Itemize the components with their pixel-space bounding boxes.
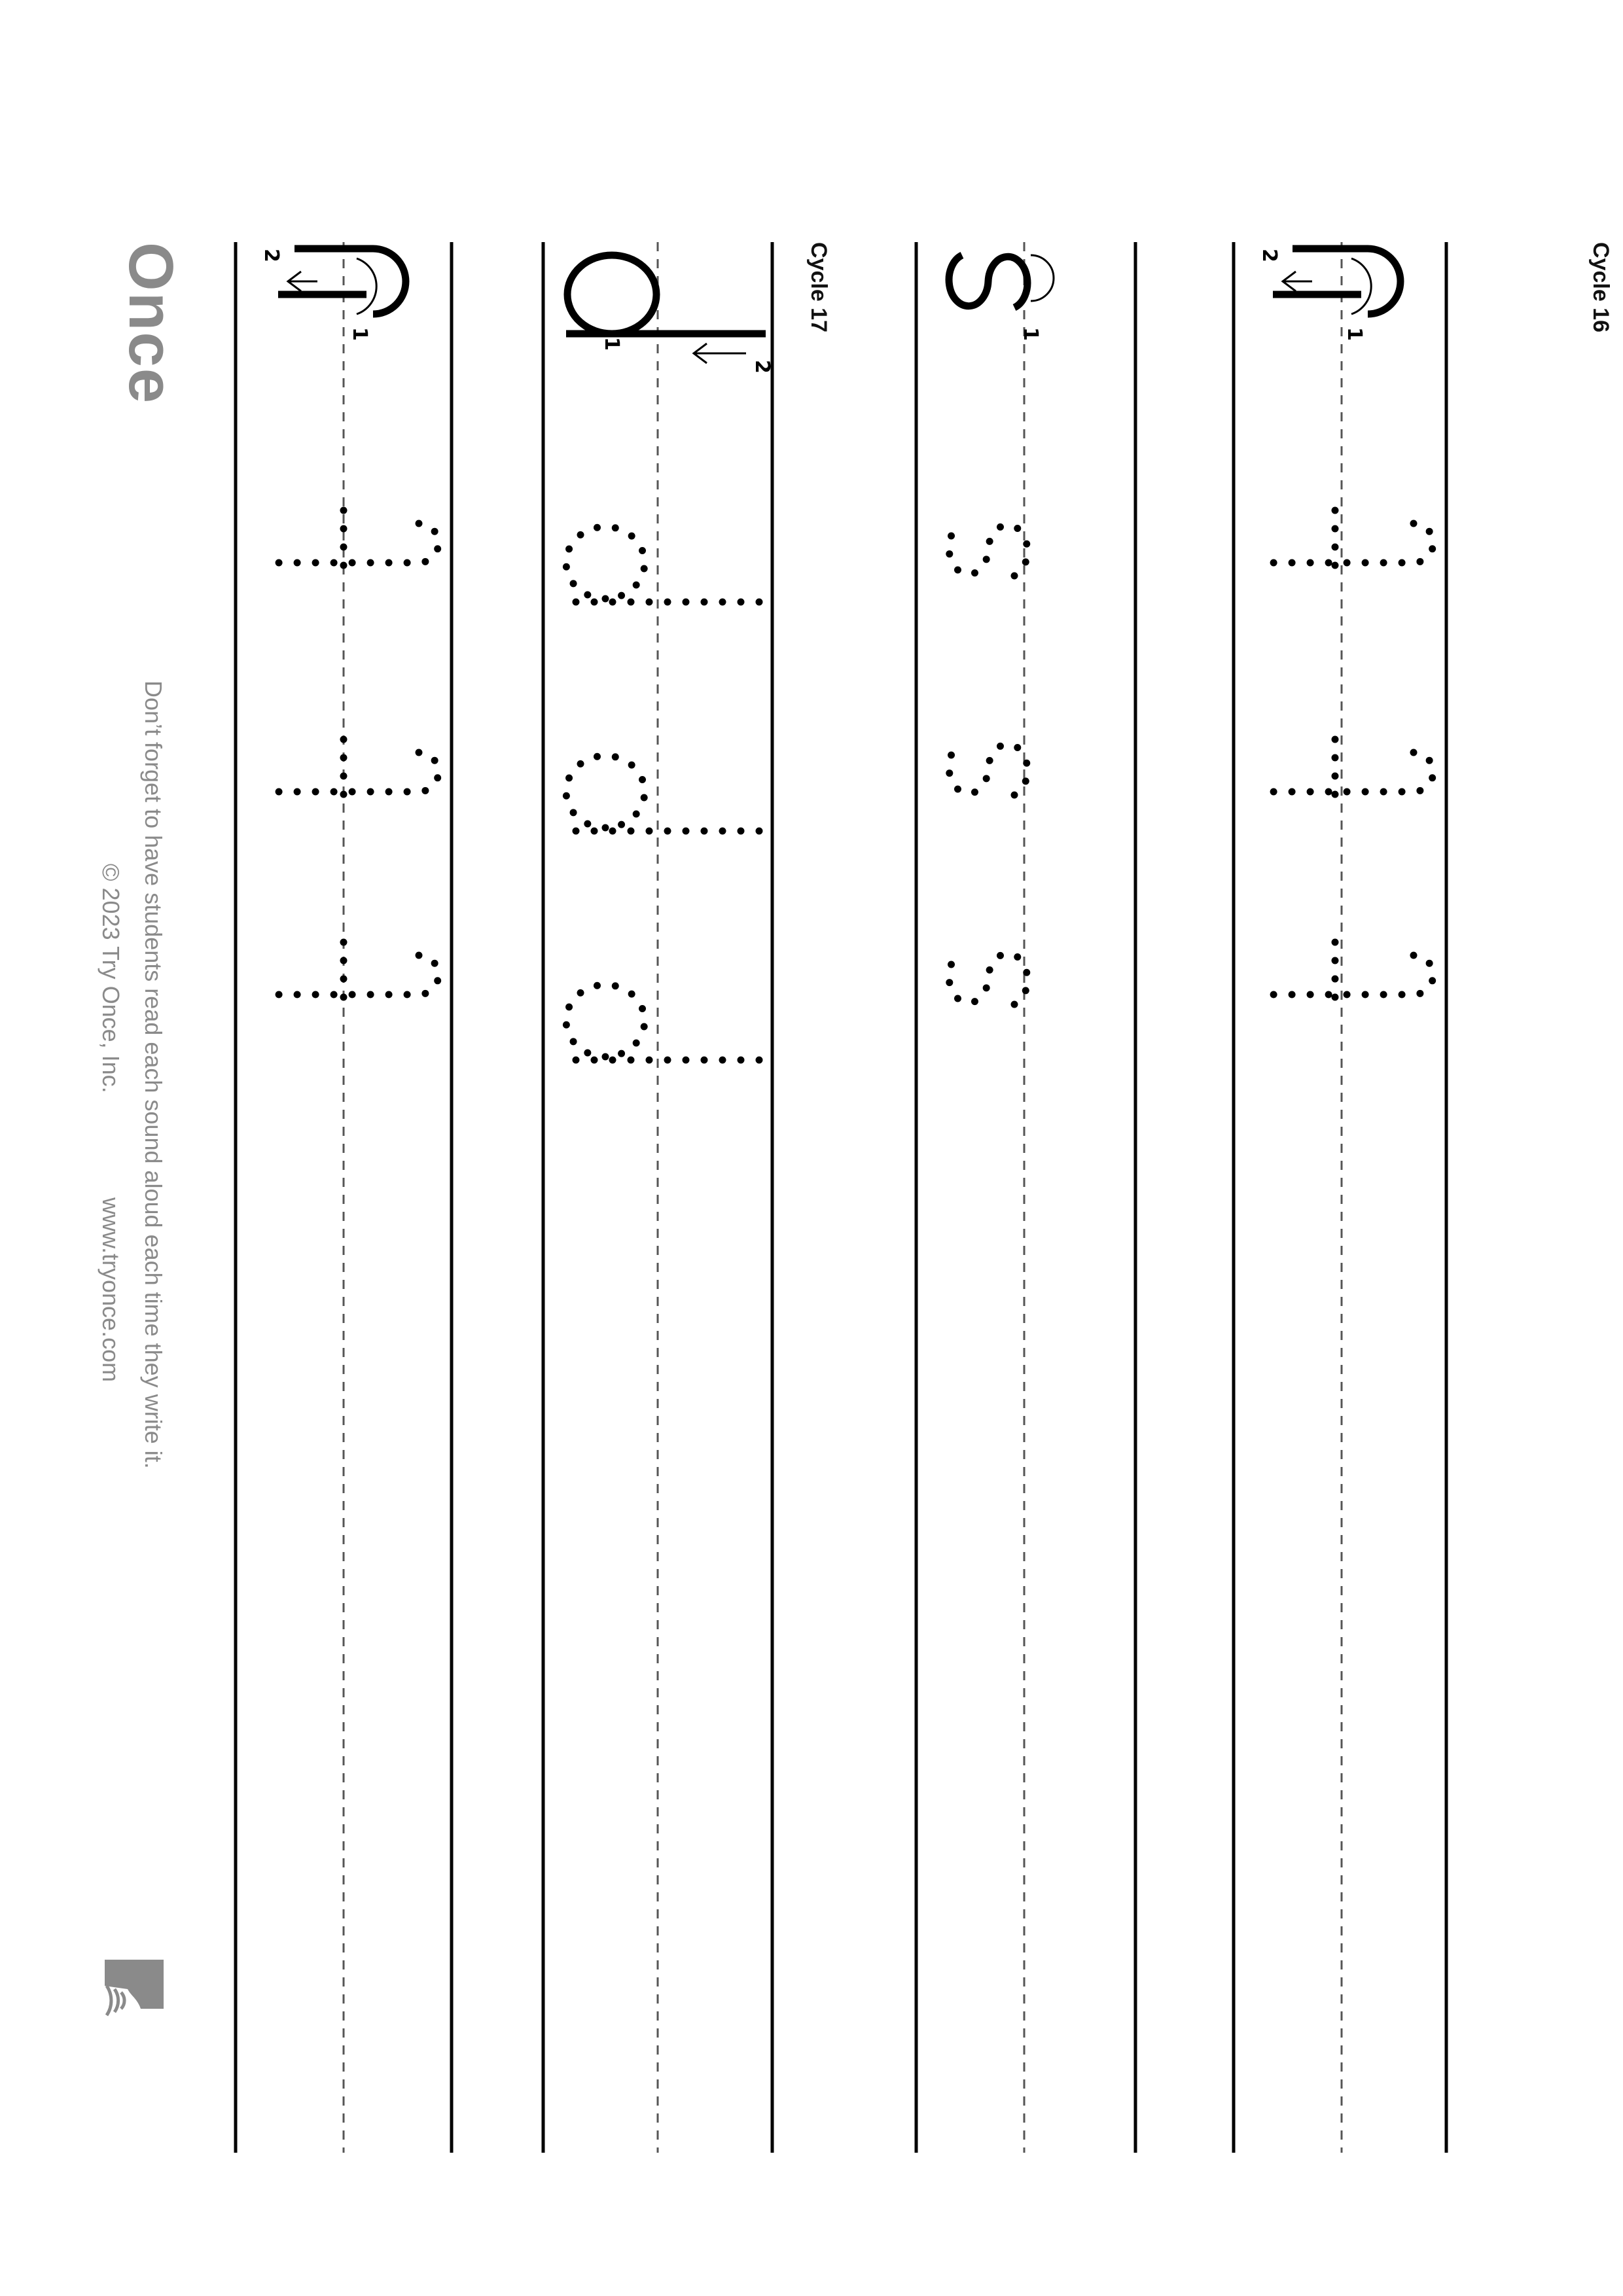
trace-letter-d-2 bbox=[563, 756, 759, 831]
trace-letter-f-3 bbox=[1270, 942, 1433, 1008]
trace-letter-s-3 bbox=[949, 952, 1027, 1004]
cycle-17-label: Cycle 17 bbox=[806, 242, 831, 332]
trace-letter-f-6 bbox=[275, 942, 438, 1008]
practice-row-d-cycle17 bbox=[543, 242, 774, 2153]
svg-text:1: 1 bbox=[1343, 327, 1366, 341]
guide-letter-d bbox=[566, 255, 774, 374]
trace-letter-s-1 bbox=[949, 523, 1027, 576]
trace-letter-f-2 bbox=[1270, 739, 1433, 805]
cycle-16-label: Cycle 16 bbox=[1588, 242, 1613, 332]
trace-letter-f-4 bbox=[275, 510, 438, 576]
guide-letter-s bbox=[949, 255, 1054, 341]
svg-text:1: 1 bbox=[1019, 327, 1042, 341]
trace-letter-s-2 bbox=[949, 743, 1027, 795]
trace-letter-d-1 bbox=[563, 527, 759, 602]
practice-row-s-cycle16 bbox=[916, 242, 1135, 2153]
trace-letter-f-5 bbox=[275, 739, 438, 805]
svg-text:2: 2 bbox=[1258, 249, 1281, 262]
trace-letter-f-1 bbox=[1270, 510, 1433, 576]
guide-letter-f bbox=[1258, 249, 1400, 341]
brand-wordmark: Once bbox=[116, 242, 186, 405]
speaking-head-icon bbox=[95, 1953, 167, 2025]
footer-copyright: © 2023 Try Once, Inc. bbox=[98, 864, 124, 1093]
footer-reminder: Don’t forget to have students read each sound aloud each time they write it. bbox=[140, 680, 167, 1469]
practice-row-f-cycle17 bbox=[236, 242, 452, 2153]
svg-text:1: 1 bbox=[348, 327, 371, 341]
svg-text:1: 1 bbox=[600, 337, 623, 351]
svg-text:2: 2 bbox=[751, 360, 774, 374]
practice-row-f-cycle16 bbox=[1234, 242, 1446, 2153]
footer-website: www.tryonce.com bbox=[98, 1197, 124, 1383]
trace-letter-d-3 bbox=[563, 985, 759, 1060]
svg-text:2: 2 bbox=[260, 249, 283, 262]
guide-letter-f-2 bbox=[260, 249, 406, 341]
